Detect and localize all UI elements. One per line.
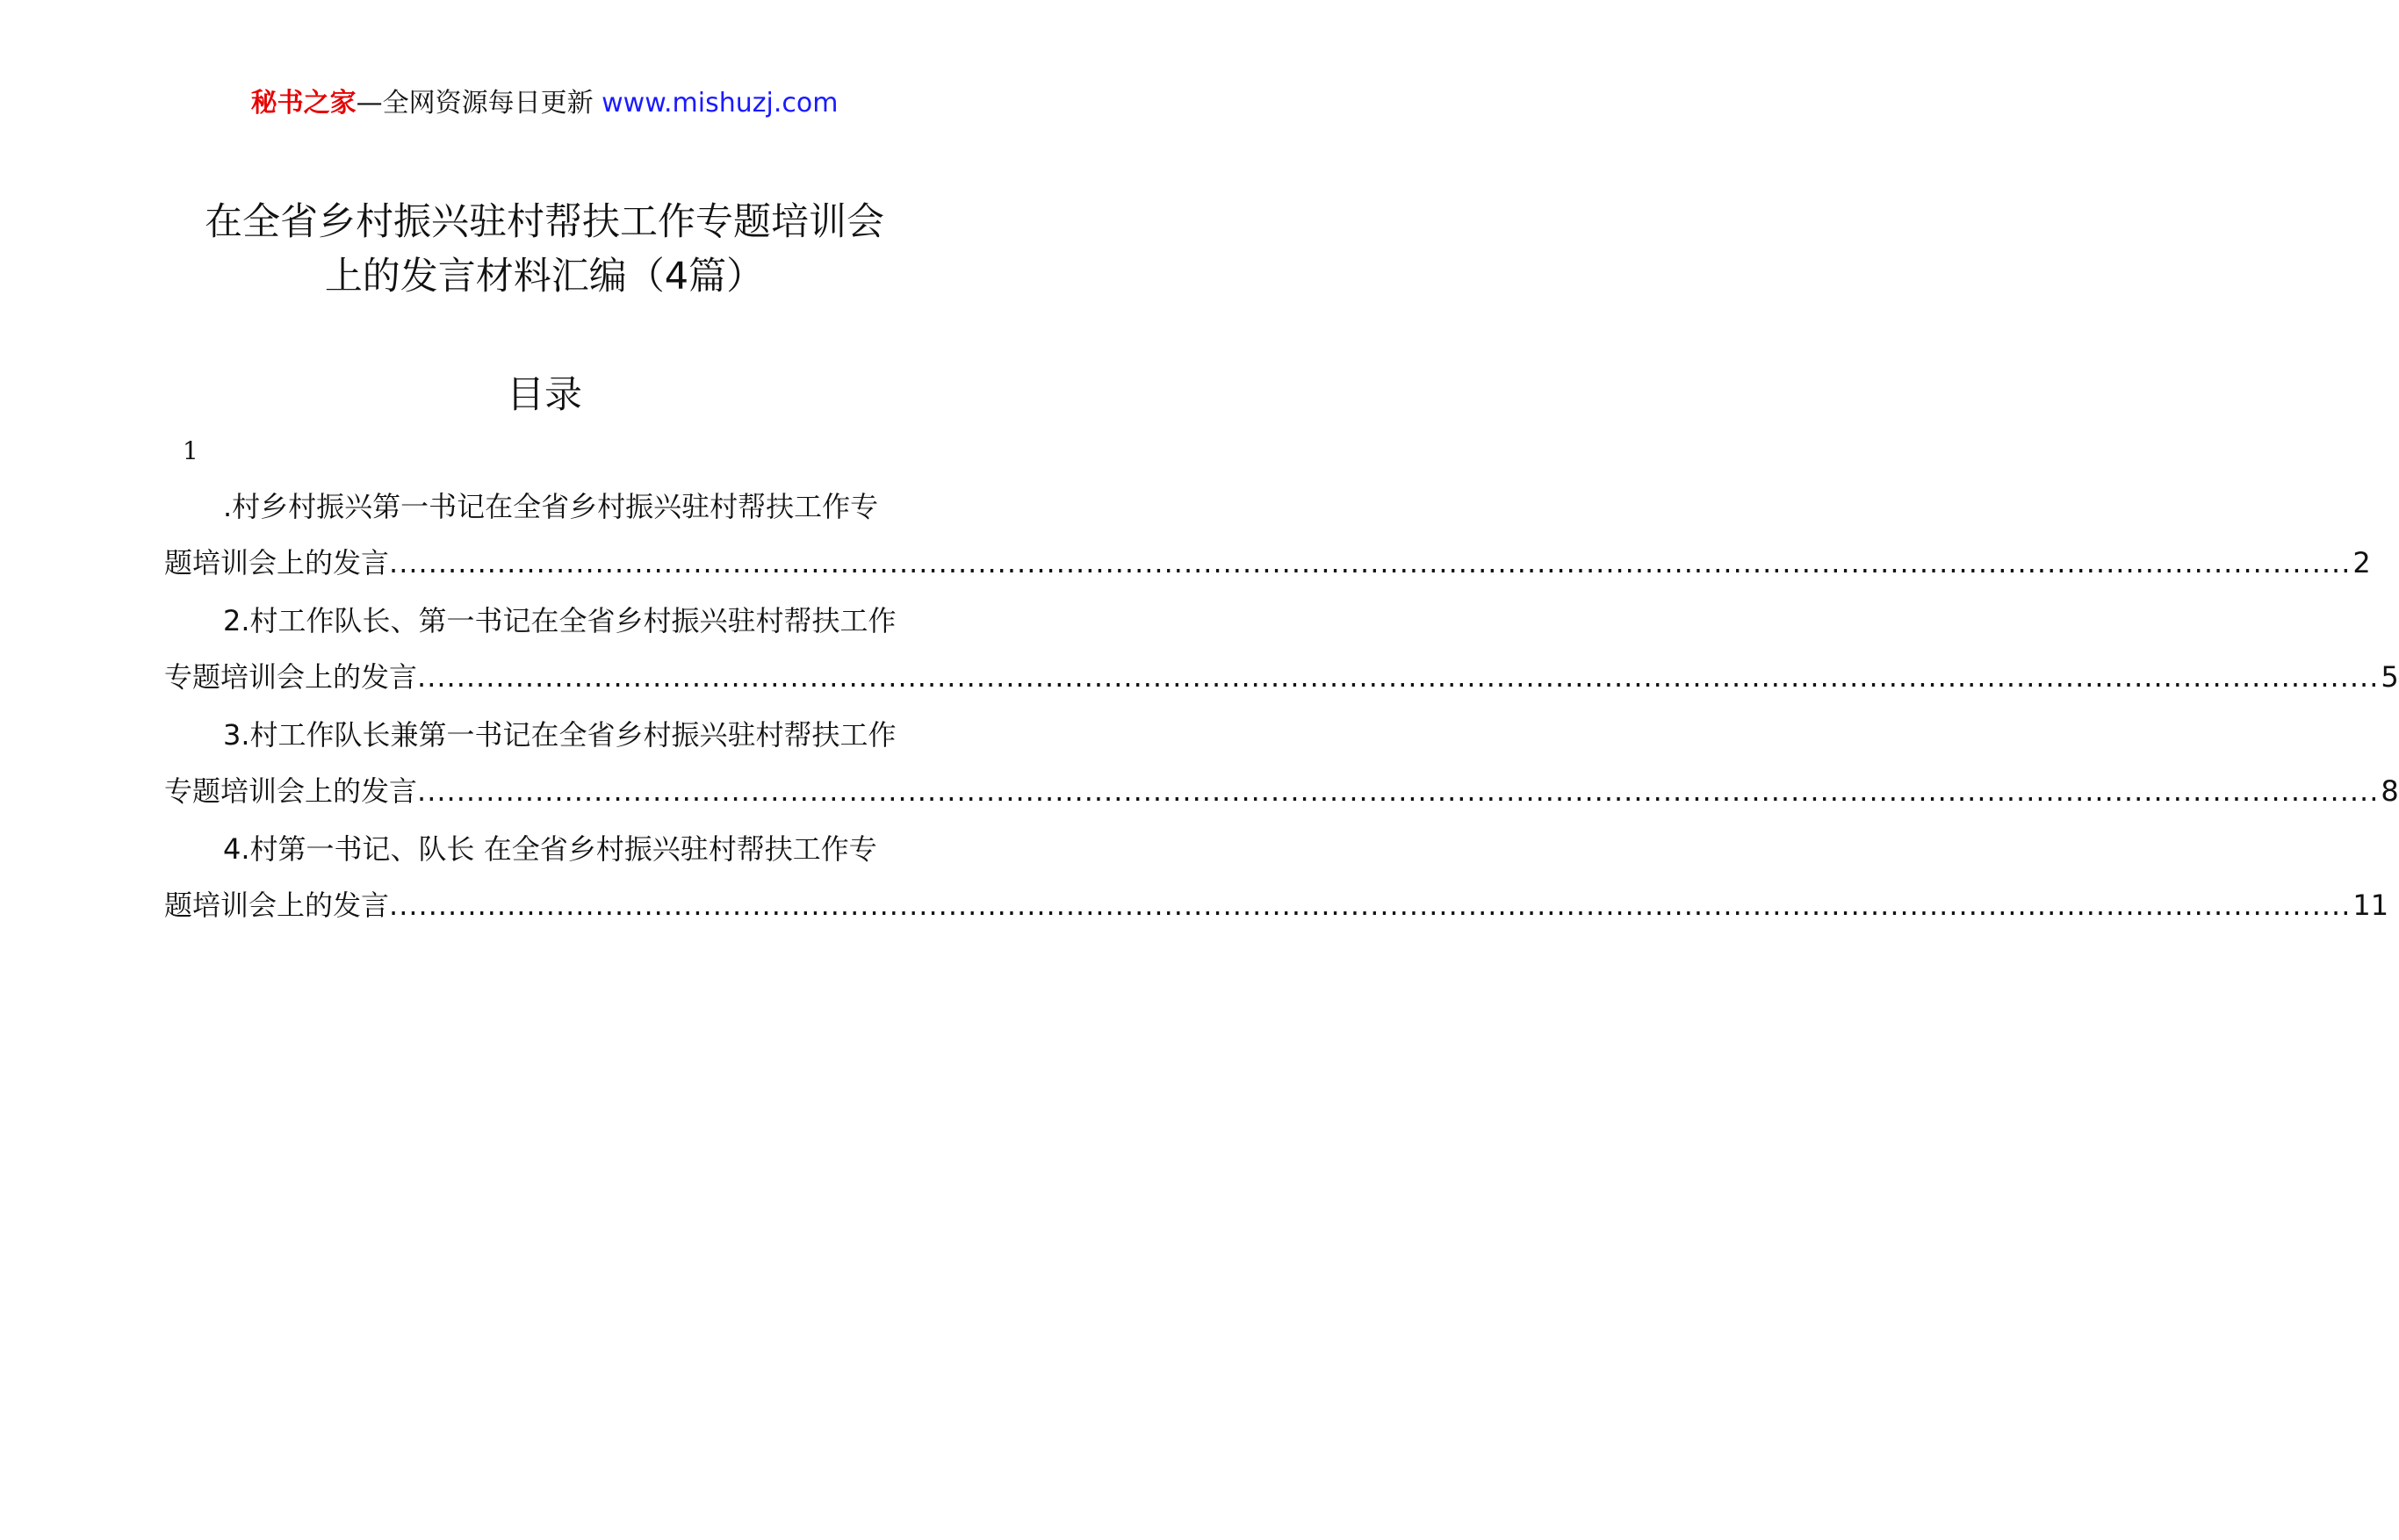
toc-page-number: 2: [2352, 546, 2371, 579]
toc-page-number: 5: [2381, 660, 2399, 694]
toc-entry-title: .村乡村振兴第一书记在全省乡村振兴驻村帮扶工作专: [223, 490, 879, 523]
toc-entry-title-tail: 专题培训会上的发言: [164, 774, 418, 808]
toc-page-number: 11: [2352, 889, 2389, 922]
toc-leader-dots: ........................................................................................................................................................................................................: [417, 774, 2380, 808]
toc-stray-number: 1: [183, 436, 198, 465]
header-slogan: —全网资源每日更新: [356, 88, 594, 119]
brand-name: 秘书之家: [250, 88, 357, 119]
toc-entry-title-tail: 专题培训会上的发言: [164, 660, 418, 694]
toc-entry-title: 2.村工作队长、第一书记在全省乡村振兴驻村帮扶工作: [223, 604, 897, 637]
toc-entry-title: 3.村工作队长兼第一书记在全省乡村振兴驻村帮扶工作: [223, 718, 897, 752]
toc-leader-dots: ........................................................................................................................................................................................................: [389, 546, 2352, 579]
site-header: [0, 86, 1089, 121]
toc-page-number: 8: [2381, 774, 2399, 808]
site-url-link[interactable]: www.mishuzj.com: [602, 88, 839, 119]
document-title-line-1: 在全省乡村振兴驻村帮扶工作专题培训会: [205, 200, 884, 244]
document-title: [132, 195, 957, 304]
toc-entry-1[interactable]: [164, 485, 2371, 599]
toc-entry-4[interactable]: [164, 827, 2389, 941]
toc-entry-3[interactable]: [164, 713, 2399, 827]
toc-leader-dots: ........................................................................................................................................................................................................: [417, 660, 2380, 694]
document-title-line-2: 上的发言材料汇编（4篇）: [324, 255, 765, 299]
table-of-contents: [164, 485, 2399, 941]
toc-entry-title: 4.村第一书记、队长 在全省乡村振兴驻村帮扶工作专: [223, 832, 877, 866]
toc-entry-title-continued: [164, 769, 2399, 813]
toc-entry-title-continued: [164, 655, 2399, 699]
toc-entry-title-continued: [164, 883, 2389, 927]
toc-heading: 目录: [507, 373, 582, 417]
toc-entry-2[interactable]: [164, 599, 2399, 713]
toc-entry-title-continued: [164, 541, 2371, 585]
toc-leader-dots: ........................................................................................................................................................................................................: [389, 889, 2352, 922]
toc-entry-title-tail: 题培训会上的发言: [164, 546, 390, 579]
toc-entry-title-tail: 题培训会上的发言: [164, 889, 390, 922]
